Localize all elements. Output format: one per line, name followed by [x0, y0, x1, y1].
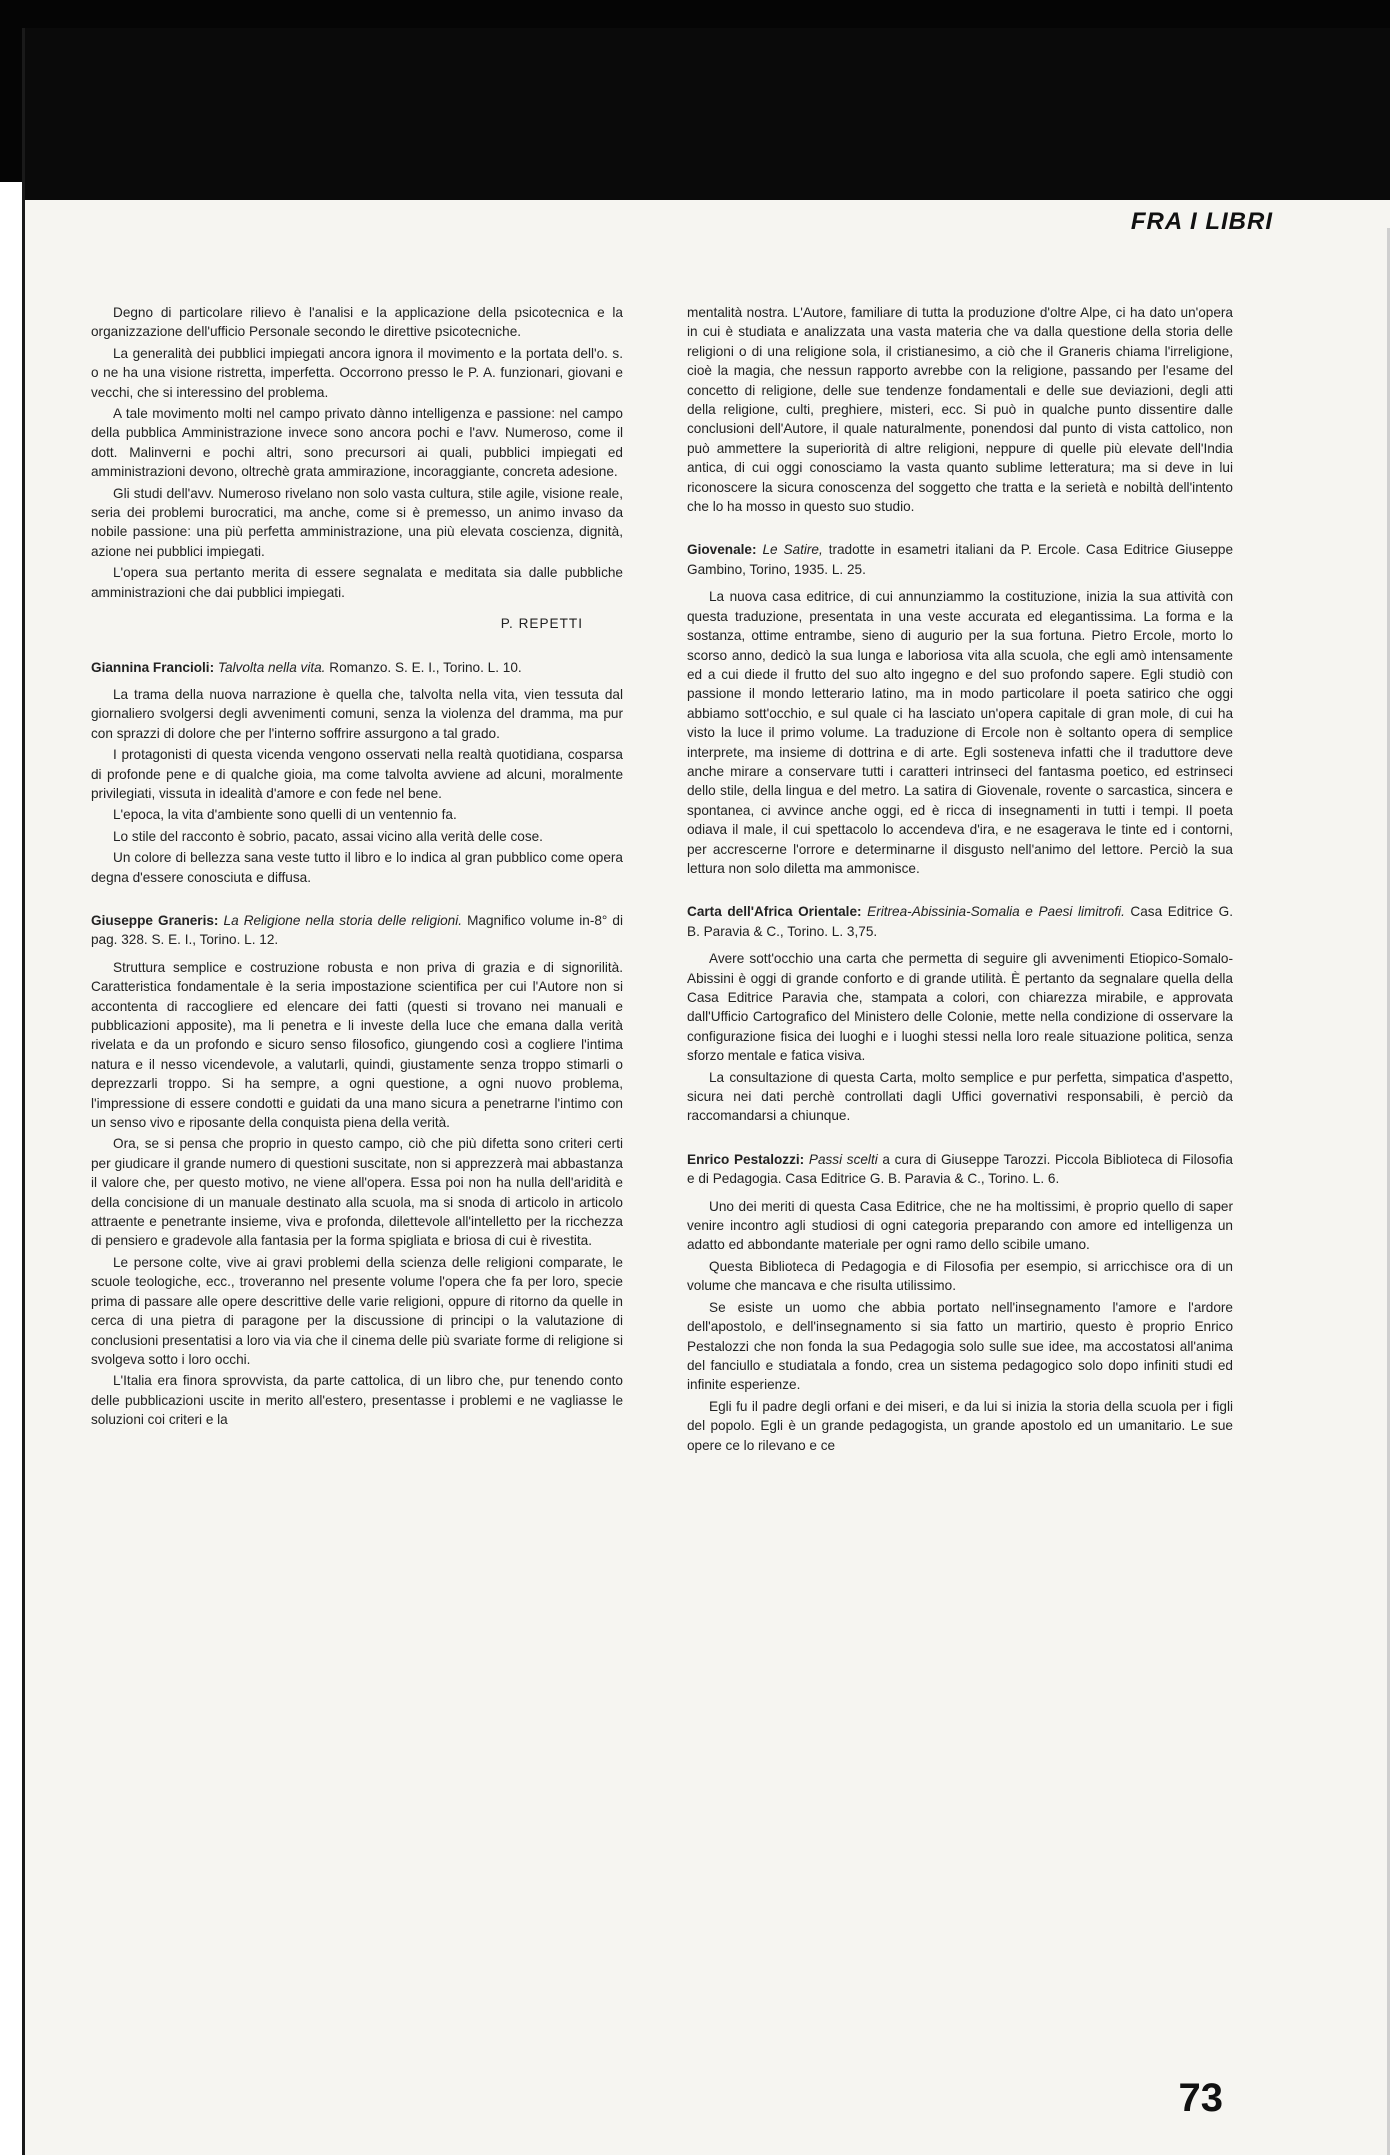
body-paragraph: Se esiste un uomo che abbia portato nell'insegnamento l'amore e l'ardore dell'apostolo, e dell'insegnamento si sia fatto un martirio, questo è proprio Enrico Pestalozzi che non fonda la sua Pedagogia solo sulle sue idee, ma accostatosi all'anima del fanciullo e studiatala a fondo, crea un sistema pedagogico solo dopo infiniti studi ed infinite esperienze.	[687, 1299, 1233, 1393]
section-label: FRA I LIBRI	[1130, 208, 1273, 235]
body-paragraph: Avere sott'occhio una carta che permetta di seguire gli avvenimenti Etiopico-Somalo-Abissini è oggi di grande conforto e di grande utilità. È pertanto da segnalare quella della Casa Editrice Paravia che, stampata a colori, con chiarezza mirabile, e approvata dall'Ufficio Cartografico del Ministero delle Colonie, mette nella condizione di osservare la configurazione fisica dei luoghi e i luoghi stessi nella loro reale situazione politica, senza sforzo mentale e fatica visiva.	[687, 951, 1233, 1064]
body-paragraph: Egli fu il padre degli orfani e dei miseri, e da lui si inizia la storia della scuola per i figli del popolo. Egli è un grande pedagogista, un grande apostolo ed un umanitario. Le sue opere ce lo rilevano e ce	[687, 1398, 1233, 1453]
body-paragraph: Ora, se si pensa che proprio in questo campo, ciò che più difetta sono criteri certi per giudicare il grande numero di questioni suscitate, non si apprezzerà mai abbastanza il valore che, per questo motivo, ne viene all'opera. Essa poi non ha nulla dell'aridità e della concisione di un manuale destinato alla scuola, ma si snoda di articolo in articolo attraente e penetrante insieme, viva e profonda, dilettevole all'intelletto per la ricchezza di pensiero e gradevole alla fantasia per la forma spigliata e briosa di cui è rivestita.	[91, 1136, 623, 1249]
left-column	[91, 303, 623, 1432]
body-paragraph: Uno dei meriti di questa Casa Editrice, che ne ha moltissimi, è proprio quello di saper venire incontro agli studiosi di ogni categoria preparando con amore ed intelligenza un adatto ed abbondante materiale per ogni ramo dello scibile umano.	[687, 1198, 1233, 1253]
header-band	[25, 28, 1390, 200]
review-details: Casa Editrice G. B. Paravia & C., Torino. L. 3,75.	[687, 904, 1233, 939]
review-author: Giovenale:	[687, 542, 757, 558]
body-paragraph: La nuova casa editrice, di cui annunziammo la costituzione, inizia la sua attività con questa traduzione, presentata in una veste accurata ed elegantissima. La forma e la sostanza, ottime entrambe, sieno di augurio per la sua fortuna. Pietro Ercole, morto lo scorso anno, dedicò la sua lunga e laboriosa vita alla scuola, che egli amò intensamente ed a cui diede il frutto del suo alto ingegno e del suo profondo sapere. Egli studiò con passione il mondo letterario latino, ma in modo particolare il poeta satirico che oggi abbiamo sott'occhio, e sul quale ci ha lasciato un'opera capitale di gran mole, di cui ha visto la luce il primo volume. La traduzione di Ercole non è soltanto opera di semplice interprete, ma insieme di dottrina e di arte. Egli sosteneva infatti che il traduttore deve anche mirare a conservare tutti i caratteri intrinseci del fantasma poetico, ed estrinseci dello stile, della lingua e del metro. La satira di Giovenale, rovente o sarcastica, sincera e spontanea, ci avvince anche oggi, ed è ricca di insegnamenti in tutti i tempi. Il poeta odiava il male, il cui spettacolo lo accendeva d'ira, e ne esagerava le tinte ed i contorni, per accrescerne l'orrore e determinarne il disgusto nell'animo del lettore. Perciò la sua lettura non solo diletta ma ammonisce.	[687, 589, 1233, 876]
review-giovenale	[687, 540, 1233, 878]
body-paragraph: I protagonisti di questa vicenda vengono osservati nella realtà quotidiana, cosparsa di profonde pene e di qualche gioia, ma come talvolta avviene ad alcuni, moralmente privilegiati, vissuta in idealità d'amore e con fede nel bene.	[91, 747, 623, 801]
review-details: a cura di Giuseppe Tarozzi. Piccola Biblioteca di Filosofia e di Pedagogia. Casa Editrice G. B. Paravia & C., Torino. L. 6.	[687, 1151, 1233, 1187]
review-heading	[687, 540, 1233, 579]
body-paragraph: A tale movimento molti nel campo privato dànno intelligenza e passione: nel campo della pubblica Amministrazione invece sono ancora pochi e l'avv. Numeroso, come il dott. Malinverni e pochi altri, sono precursori ai quali, pubblici impiegati ed amministrazioni devono, oltrechè grata ammirazione, incoraggiante, concreta adesione.	[91, 406, 623, 480]
magazine-page	[22, 28, 1390, 2155]
body-paragraph: L'epoca, la vita d'ambiente sono quelli di un ventennio fa.	[113, 807, 457, 823]
body-paragraph: Gli studi dell'avv. Numeroso rivelano non solo vasta cultura, stile agile, visione reale, seria dei problemi burocratici, ma anche, come si è premesso, un animo invaso da nobile passione: una più perfetta amministrazione, una più elevata coscienza, dignità, azione nei pubblici impiegati.	[91, 485, 623, 559]
review-pestalozzi	[687, 1150, 1233, 1455]
review-title: Talvolta nella vita.	[217, 659, 326, 675]
body-paragraph: mentalità nostra. L'Autore, familiare di tutta la produzione d'oltre Alpe, ci ha dato un'opera in cui è studiata e analizzata una vasta materia che va dalla questione della storia delle religioni o di una religione sola, il cristianesimo, a ciò che il Graneris chiama l'irreligione, cioè la magia, che nessun rapporto avrebbe con la religione, passando per l'esame del concetto di religione, delle sue tendenze fondamentali e delle sue deviazioni, degli atti della religione, culti, preghiere, misteri, ecc. Si può in qualche punto dissentire dalle conclusioni dell'Autore, il quale naturalmente, ponendosi dal punto di vista cattolico, non può ammettere la superiorità di altre religioni, neppure di quelle più elevate dell'India antica, di cui oggi conosciamo la vasta quanto sublime letteratura; ma si deve in lui riconoscere la sicura conoscenza del soggetto che tratta e la serietà e nobiltà dell'intento che lo ha mosso in questo suo studio.	[687, 305, 1233, 515]
body-paragraph: L'Italia era finora sprovvista, da parte cattolica, di un libro che, pur tenendo conto delle pubblicazioni uscite in merito all'estero, presentasse i problemi e ne vagliasse le soluzioni coi criteri e la	[91, 1373, 623, 1428]
body-paragraph: Le persone colte, vive ai gravi problemi della scienza delle religioni comparate, le scuole teologiche, ecc., troveranno nel presente volume l'opera che fa per loro, specie prima di passare alle opere descrittive delle varie religioni, oppure di ritorno da quelle in cerca di una pietra di paragone per la discussione di principi o la valutazione di conclusioni presentatisi a loro via via che il cinema delle più svariate forme di religione si svolgeva sotto i loro occhi.	[91, 1254, 623, 1367]
body-paragraph: L'opera sua pertanto merita di essere segnalata e meditata sia dalle pubbliche amministrazioni che dai pubblici impiegati.	[91, 565, 623, 600]
review-heading	[91, 911, 623, 950]
review-title: Eritrea-Abissinia-Somalia e Paesi limitrofi.	[867, 904, 1125, 920]
body-paragraph: La consultazione di questa Carta, molto semplice e pur perfetta, simpatica d'aspetto, sicura nei dati perchè controllati dagli Uffici governativi responsabili, è perciò da raccomandarsi a chiunque.	[687, 1069, 1233, 1124]
review-title: Le Satire,	[762, 542, 823, 558]
body-paragraph: Degno di particolare rilievo è l'analisi e la applicazione della psicotecnica e la organizzazione dell'ufficio Personale secondo le direttive psicotecniche.	[91, 305, 623, 340]
review-details: Magnifico volume in-8° di pag. 328. S. E. I., Torino. L. 12.	[91, 912, 623, 948]
body-paragraph: La trama della nuova narrazione è quella che, talvolta nella vita, vien tessuta dal giornaliero svolgersi degli avvenimenti comuni, senza la violenza del dramma, ma pur con sprazzi di dolore che per l'interno soffrire assurgono a tal grado.	[91, 686, 623, 741]
page-number: 73	[1178, 2076, 1223, 2120]
review-carta-africa	[687, 902, 1233, 1125]
review-signature: P. REPETTI	[500, 616, 583, 632]
review-author: Carta dell'Africa Orientale:	[687, 904, 862, 920]
review-details: Romanzo. S. E. I., Torino. L. 10.	[329, 659, 522, 675]
body-paragraph: Questa Biblioteca di Pedagogia e di Filosofia per esempio, si arricchisce ora di un volume che mancava e che risulta utilissimo.	[687, 1258, 1233, 1294]
review-title: La Religione nella storia delle religioni.	[223, 912, 463, 928]
body-paragraph: Lo stile del racconto è sobrio, pacato, assai vicino alla verità delle cose.	[113, 828, 543, 844]
review-title: Passi scelti	[808, 1151, 878, 1167]
body-paragraph: Un colore di bellezza sana veste tutto il libro e lo indica al gran pubblico come opera degna d'essere conosciuta e diffusa.	[91, 850, 623, 885]
review-author: Enrico Pestalozzi:	[687, 1151, 805, 1167]
right-column	[687, 303, 1233, 1457]
review-heading	[91, 658, 623, 677]
review-francioli	[91, 658, 623, 887]
review-graneris	[91, 911, 623, 1430]
body-paragraph: La generalità dei pubblici impiegati ancora ignora il movimento e la portata dell'o. s. o ne ha una visione ristretta, imperfetta. Occorrono presso le P. A. funzionari, giovani e vecchi, che si interessino del problema.	[91, 345, 623, 400]
review-heading	[687, 902, 1233, 941]
review-author: Giuseppe Graneris:	[91, 912, 219, 928]
review-details: tradotte in esametri italiani da P. Ercole. Casa Editrice Giuseppe Gambino, Torino, 1935. L. 25.	[687, 542, 1234, 577]
review-author: Giannina Francioli:	[91, 659, 215, 675]
review-heading	[687, 1150, 1233, 1189]
body-paragraph: Struttura semplice e costruzione robusta e non priva di grazia e di signorilità. Caratteristica fondamentale è la seria impostazione scientifica per cui l'Autore non si accontenta di raccogliere ed elencare dei fatti (questi si trovano nei manuali e pubblicazioni apposite), ma li penetra e li investe della luce che emana dalla verità rivelata e da un profondo e sicuro senso filosofico, giungendo così a cogliere l'intima natura e il nesso vicendevole, a valutarli, quindi, giustamente senza troppo stimarli o deprezzarli troppo. Si ha sempre, a ogni questione, a ogni nuovo problema, l'impressione di essere condotti e guidati da una mano sicura a penetrarne l'intimo con un senso vivo e riposante della conquista piena della verità.	[91, 959, 623, 1131]
